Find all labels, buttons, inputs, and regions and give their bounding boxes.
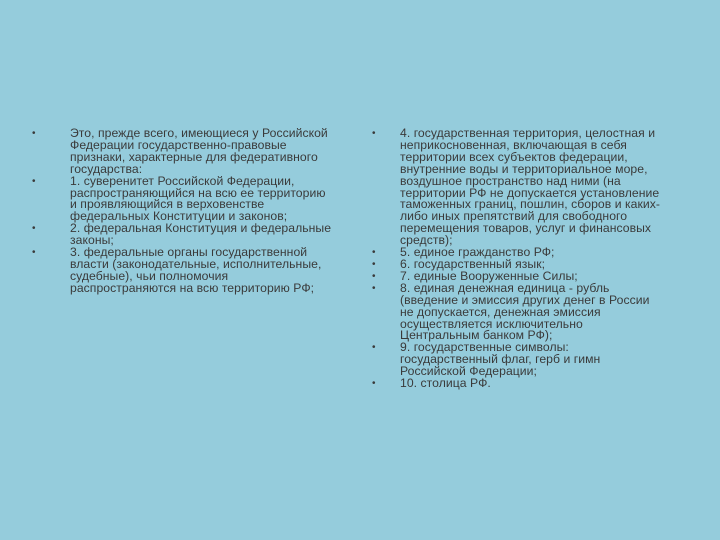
right-column	[360, 128, 678, 390]
left-column	[30, 128, 348, 295]
bullet-marker: •	[372, 342, 376, 354]
bullet-marker: •	[372, 282, 376, 294]
list-item	[360, 128, 678, 247]
bullet-marker: •	[32, 128, 36, 139]
bullet-marker: •	[32, 223, 36, 235]
bullet-marker: •	[372, 378, 376, 390]
list-item-text: 7. единые Вооруженные Силы;	[400, 268, 578, 283]
list-item-text: 4. государственная территория, целостная и неприкосновенная, включающая в себя территории всех субъектов федерации, внутренние воды и территориальное море, воздушное пространство над ними (на территории РФ не допускается установление таможенных границ, пошлин, сборов и каких- либо иных препятствий для свободного перемещения товаров, услуг и финансовых средств);	[400, 126, 660, 248]
bullet-marker: •	[32, 247, 36, 259]
list-item-text: 1. суверенитет Российской Федерации, распространяющийся на всю ее территорию и проявляющийся в верховенстве федеральных Конституции и законов;	[70, 173, 326, 224]
bullet-marker: •	[372, 247, 376, 259]
list-item-text: Это, прежде всего, имеющиеся у Российской Федерации государственно-правовые признаки, характерные для федеративного государства:	[70, 126, 328, 176]
list-item-text: 3. федеральные органы государственной власти (законодательные, исполнительные, судебные), чьи полномочия распространяются на всю территорию РФ;	[70, 245, 322, 295]
list-item-text: 6. государственный язык;	[400, 256, 546, 271]
list-item	[30, 173, 348, 224]
list-item	[360, 378, 678, 390]
list-item-text: 5. единое гражданство РФ;	[400, 245, 555, 260]
list-item-text: 8. единая денежная единица - рубль (введение и эмиссия других денег в России не допускается, денежная эмиссия осуществляется исключительно Центральным банком РФ);	[400, 280, 650, 343]
list-item	[30, 128, 348, 176]
bullet-marker: •	[372, 258, 376, 270]
list-item-text: 10. столица РФ.	[400, 376, 491, 391]
list-item	[360, 280, 678, 343]
list-item-text: 9. государственные символы: государственный флаг, герб и гимн Российской Федерации;	[400, 340, 601, 379]
list-item	[30, 223, 348, 247]
list-item	[360, 342, 678, 378]
bullet-marker: •	[372, 128, 376, 139]
list-item-text: 2. федеральная Конституция и федеральные законы;	[70, 221, 332, 248]
list-item	[30, 247, 348, 295]
bullet-marker: •	[372, 270, 376, 282]
bullet-marker: •	[32, 175, 36, 187]
